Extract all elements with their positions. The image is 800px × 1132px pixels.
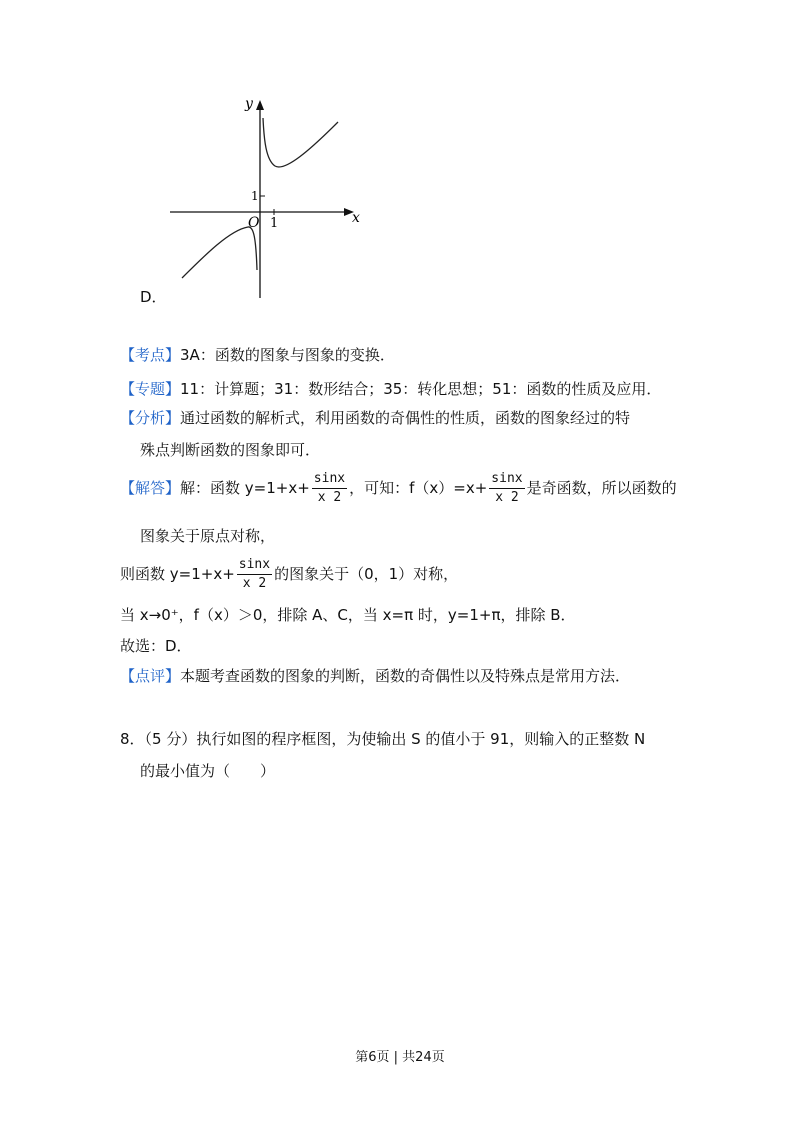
jieda-line-3-b: 的图象关于（0，1）对称，: [274, 565, 459, 583]
zhuanti-line: [120, 378, 661, 400]
fenxi-line-1: [120, 407, 630, 429]
fraction-numerator: sinx: [312, 472, 347, 489]
origin-label: O: [248, 215, 260, 231]
zhuanti-text: 11：计算题；31：数形结合；35：转化思想；51：函数的性质及应用．: [180, 380, 662, 398]
y-axis-arrow: [256, 100, 264, 110]
dianping-tag: 【点评】: [120, 667, 181, 685]
jieda-line-5: 故选：D．: [120, 637, 192, 655]
kaodian-line: [120, 344, 395, 366]
x-tick-label: 1: [270, 216, 279, 231]
jieda-part-3: 是奇函数，所以函数的: [526, 479, 677, 497]
x-axis-label: x: [352, 210, 360, 226]
jieda-part-2: ，可知：f（x）=x+: [349, 479, 488, 497]
zhuanti-tag: 【专题】: [120, 380, 181, 398]
fraction-sinx-over-x2: [312, 472, 347, 505]
function-graph: [160, 90, 370, 305]
dianping-text: 本题考查函数的图象的判断，函数的奇偶性以及特殊点是常用方法．: [180, 667, 631, 685]
fraction-denominator: x 2: [317, 490, 342, 505]
fraction-numerator: sinx: [237, 558, 272, 575]
fenxi-text-1: 通过函数的解析式，利用函数的奇偶性的性质，函数的图象经过的特: [180, 409, 631, 427]
fraction-numerator: sinx: [489, 472, 524, 489]
question-8-line-1: 8．（5 分）执行如图的程序框图，为使输出 S 的值小于 91，则输入的正整数 N: [120, 730, 646, 748]
jieda-tag: 【解答】: [120, 479, 181, 497]
fraction-denominator: x 2: [242, 576, 267, 591]
fenxi-text-2: 殊点判断函数的图象即可．: [140, 441, 321, 459]
jieda-line-4: 当 x→0⁺，f（x）＞0，排除 A、C，当 x=π 时，y=1+π，排除 B．: [120, 606, 576, 624]
curve-left-branch: [182, 227, 257, 278]
dianping-line: [120, 665, 630, 687]
jieda-line-2: 图象关于原点对称，: [140, 527, 276, 545]
fenxi-tag: 【分析】: [120, 409, 181, 427]
jieda-part-1: 解：函数 y=1+x+: [180, 479, 310, 497]
jieda-line-3: [120, 558, 458, 591]
page-footer: 第6页 | 共24页: [355, 1050, 445, 1065]
kaodian-text: 3A：函数的图象与图象的变换．: [180, 346, 395, 364]
jieda-line-3-a: 则函数 y=1+x+: [120, 565, 235, 583]
question-8-line-2: 的最小值为（ ）: [140, 762, 276, 780]
kaodian-tag: 【考点】: [120, 346, 181, 364]
option-d-label: D．: [140, 288, 167, 306]
fraction-sinx-over-x2: [489, 472, 524, 505]
y-tick-label: 1: [251, 189, 259, 203]
fraction-denominator: x 2: [495, 490, 519, 505]
curve-right-branch: [263, 118, 338, 167]
y-axis-label: y: [245, 96, 253, 112]
jieda-line-1: [120, 472, 677, 505]
fraction-sinx-over-x2: [237, 558, 272, 591]
